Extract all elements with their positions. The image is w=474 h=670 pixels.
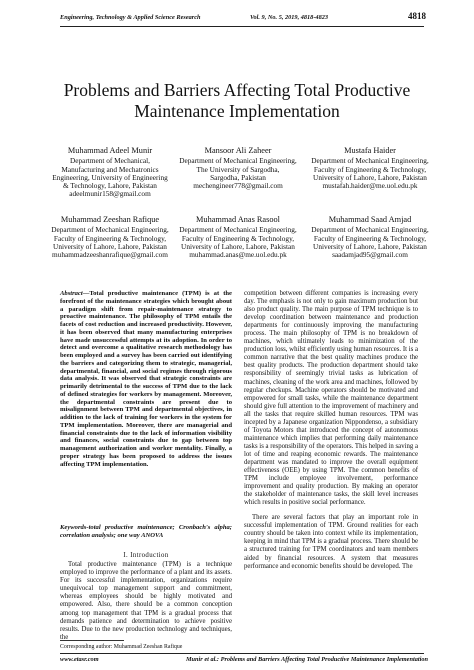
author-email: saadamjad95@gmail.com — [332, 250, 408, 260]
author-email: muhammad.anas@me.uol.edu.pk — [189, 250, 287, 260]
author-affiliation: Department of Mechanical Engineering, — [179, 225, 297, 235]
running-header — [60, 11, 426, 25]
author-affiliation: Department of Mechanical Engineering, — [311, 225, 429, 235]
volume-info: Vol. 9, No. 5, 2019, 4818-4823 — [250, 14, 329, 21]
keywords: Keywords-total productive maintenance; Cronbach's alpha; correlation analysis; one way ANOVA — [60, 524, 232, 539]
footer-citation: Munir et al.: Problems and Barriers Affecting Total Productive Maintenance Implementation — [185, 656, 428, 663]
author-affiliation: University of Lahore, Lahore, Pakistan — [313, 241, 427, 251]
author-affiliation: & Technology, Lahore, Pakistan — [63, 181, 157, 191]
journal-name: Engineering, Technology & Applied Science Research — [60, 14, 201, 21]
author-name: Mustafa Haider — [344, 146, 396, 155]
author-affiliation: Engineering, University of Engineering — [52, 172, 168, 182]
paper-title — [30, 80, 444, 122]
page-number: 4818 — [408, 11, 426, 21]
author-affiliation: Faculty of Engineering & Technology, — [53, 233, 167, 243]
corresponding-author: Corresponding author: Muhammad Zeeshan Rafique — [60, 644, 183, 650]
running-footer — [60, 655, 428, 665]
author-affiliation: The University of Sargodha, — [196, 164, 280, 174]
author-affiliation: University of Lahore, Lahore, Pakistan — [313, 172, 427, 182]
author-affiliation: Department of Mechanical, — [69, 156, 151, 166]
author-email: adeelmunir158@gmail.com — [69, 189, 151, 199]
introduction-text: Total productive maintenance (TPM) is a technique employed to improve the performance of a plant and its assets. For its successful implementation, organizations require unequivocal top management support and commitment, whereas employees should be highly motivated and empowered. Also, there should be a common conception among top management that TPM is a gradual process that demands patience and determination to achieve positive results. Due to the new production technology and techniques, the — [60, 561, 232, 641]
author-email: mechengineer778@gmail.com — [193, 181, 283, 191]
section-heading: I. Introduction — [123, 552, 169, 559]
author-affiliation: Department of Mechanical Engineering, — [311, 156, 429, 166]
author-name: Muhammad Adeel Munir — [67, 146, 153, 155]
author-email: muhammadzeeshanrafique@gmail.com — [52, 250, 168, 260]
body-paragraph: There are several factors that play an important role in successful implementation of TPM. Ground realities for each country should be taken into context while its implementation, keeping in mind that TPM is a gradual process. There should be a structured training for TPM coordinators and team members aided by financial resources. A system that measures performance and economic benefits should be developed. The — [244, 514, 418, 570]
abstract-text: —Total productive maintenance (TPM) is at the forefront of the maintenance strategies which brought about a paradigm shift from repair-maintenance strategy to proactive maintenance. The philosophy of TPM entails the facets of cost reduction and increased productivity. However, it has been observed that many manufacturing enterprises have made unsuccessful attempts at its adoption. In order to detect and overcome a qualitative research methodology has been employed and a survey has been carried out identifying the barriers and categorizing them to strategic, managerial, departmental, financial, and social regimes through rigorous data analysis. It was observed that strategic constraints are primarily detrimental to the success of TPM due to the lack of defined strategies for workers by management. Moreover, the departmental constraints are present due to misalignment between TPM and departmental objectives, in addition to the lack of training for workers in the system for TPM implementation. Moreover, there are managerial and financial constraints due to the lack of information visibility and finances, social constraints due to gap between top management authorization and worker mentality. Finally, a proper strategy has been proposed to address the issues affecting TPM implementation. — [60, 290, 232, 468]
author-name: Muhammad Anas Rasool — [196, 215, 280, 224]
right-column — [244, 290, 418, 571]
footer-rule — [60, 653, 424, 654]
author-affiliation: Department of Mechanical Engineering, — [51, 225, 169, 235]
author-block-4 — [40, 216, 180, 259]
author-affiliation: University of Lahore, Lahore, Pakistan — [53, 241, 167, 251]
author-email: mustafah.haider@me.uol.edu.pk — [322, 181, 418, 191]
author-block-2 — [168, 147, 308, 190]
abstract — [60, 290, 232, 468]
author-block-5 — [168, 216, 308, 259]
title-line-2: Maintenance Implementation — [134, 101, 340, 121]
author-block-3 — [300, 147, 440, 190]
author-affiliation: Department of Mechanical Engineering, — [179, 156, 297, 166]
author-affiliation: University of Lahore, Lahore, Pakistan — [181, 241, 295, 251]
abstract-lead: Abstract — [60, 290, 83, 297]
author-name: Muhammad Zeeshan Rafique — [60, 215, 160, 224]
author-name: Muhammad Saad Amjad — [328, 215, 412, 224]
author-block-6 — [300, 216, 440, 259]
author-affiliation: Sargodha, Pakistan — [210, 172, 266, 182]
author-affiliation: Faculty of Engineering & Technology, — [313, 233, 427, 243]
author-affiliation: Faculty of Engineering & Technology, — [313, 164, 427, 174]
author-affiliation: Faculty of Engineering & Technology, — [181, 233, 295, 243]
title-line-1: Problems and Barriers Affecting Total Productive — [63, 80, 411, 100]
author-block-1 — [40, 147, 180, 199]
journal-website: www.etasr.com — [60, 656, 99, 663]
header-rule — [60, 26, 424, 27]
body-paragraph: competition between different companies is increasing every day. The emphasis is not only to gain maximum production but also product quality. The main purpose of TPM technique is to develop coordination between maintenance and production departments for continuously improving the manufacturing process. The main philosophy of TPM is no breakdown of machines, which ultimately leads to minimization of the production loss, whilst efficiently using human resources. It is a common narrative that the best quality machines produce the best quality products. The production department should take responsibility of seemingly trivial tasks as lubrication of machines, cleaning of the work area and machines, followed by regular checkups. Machine operators should be motivated and empowered for small tasks, while the maintenance department should give full attention to the improvement of machinery and all the tasks that require skilled human resources. TPM was incepted by a Japanese organization Nippondenso, a subsidiary of Toyota Motors that introduced the concept of autonomous maintenance which implies that performing daily maintenance tasks is a responsibility of the operators. This helped in saving a lot of time and reaping economic rewards. The maintenance department was mandated to improve the overall equipment effectiveness (OEE) by using TPM. The common benefits of TPM include employee involvement, performance improvement and quality production. By making an operator the stakeholder of maintenance tasks, the skill level increases which results in positive social performance. — [244, 290, 418, 507]
author-name: Mansoor Ali Zaheer — [204, 146, 272, 155]
footnote-rule — [60, 640, 124, 641]
author-affiliation: Manufacturing and Mechatronics — [61, 164, 159, 174]
